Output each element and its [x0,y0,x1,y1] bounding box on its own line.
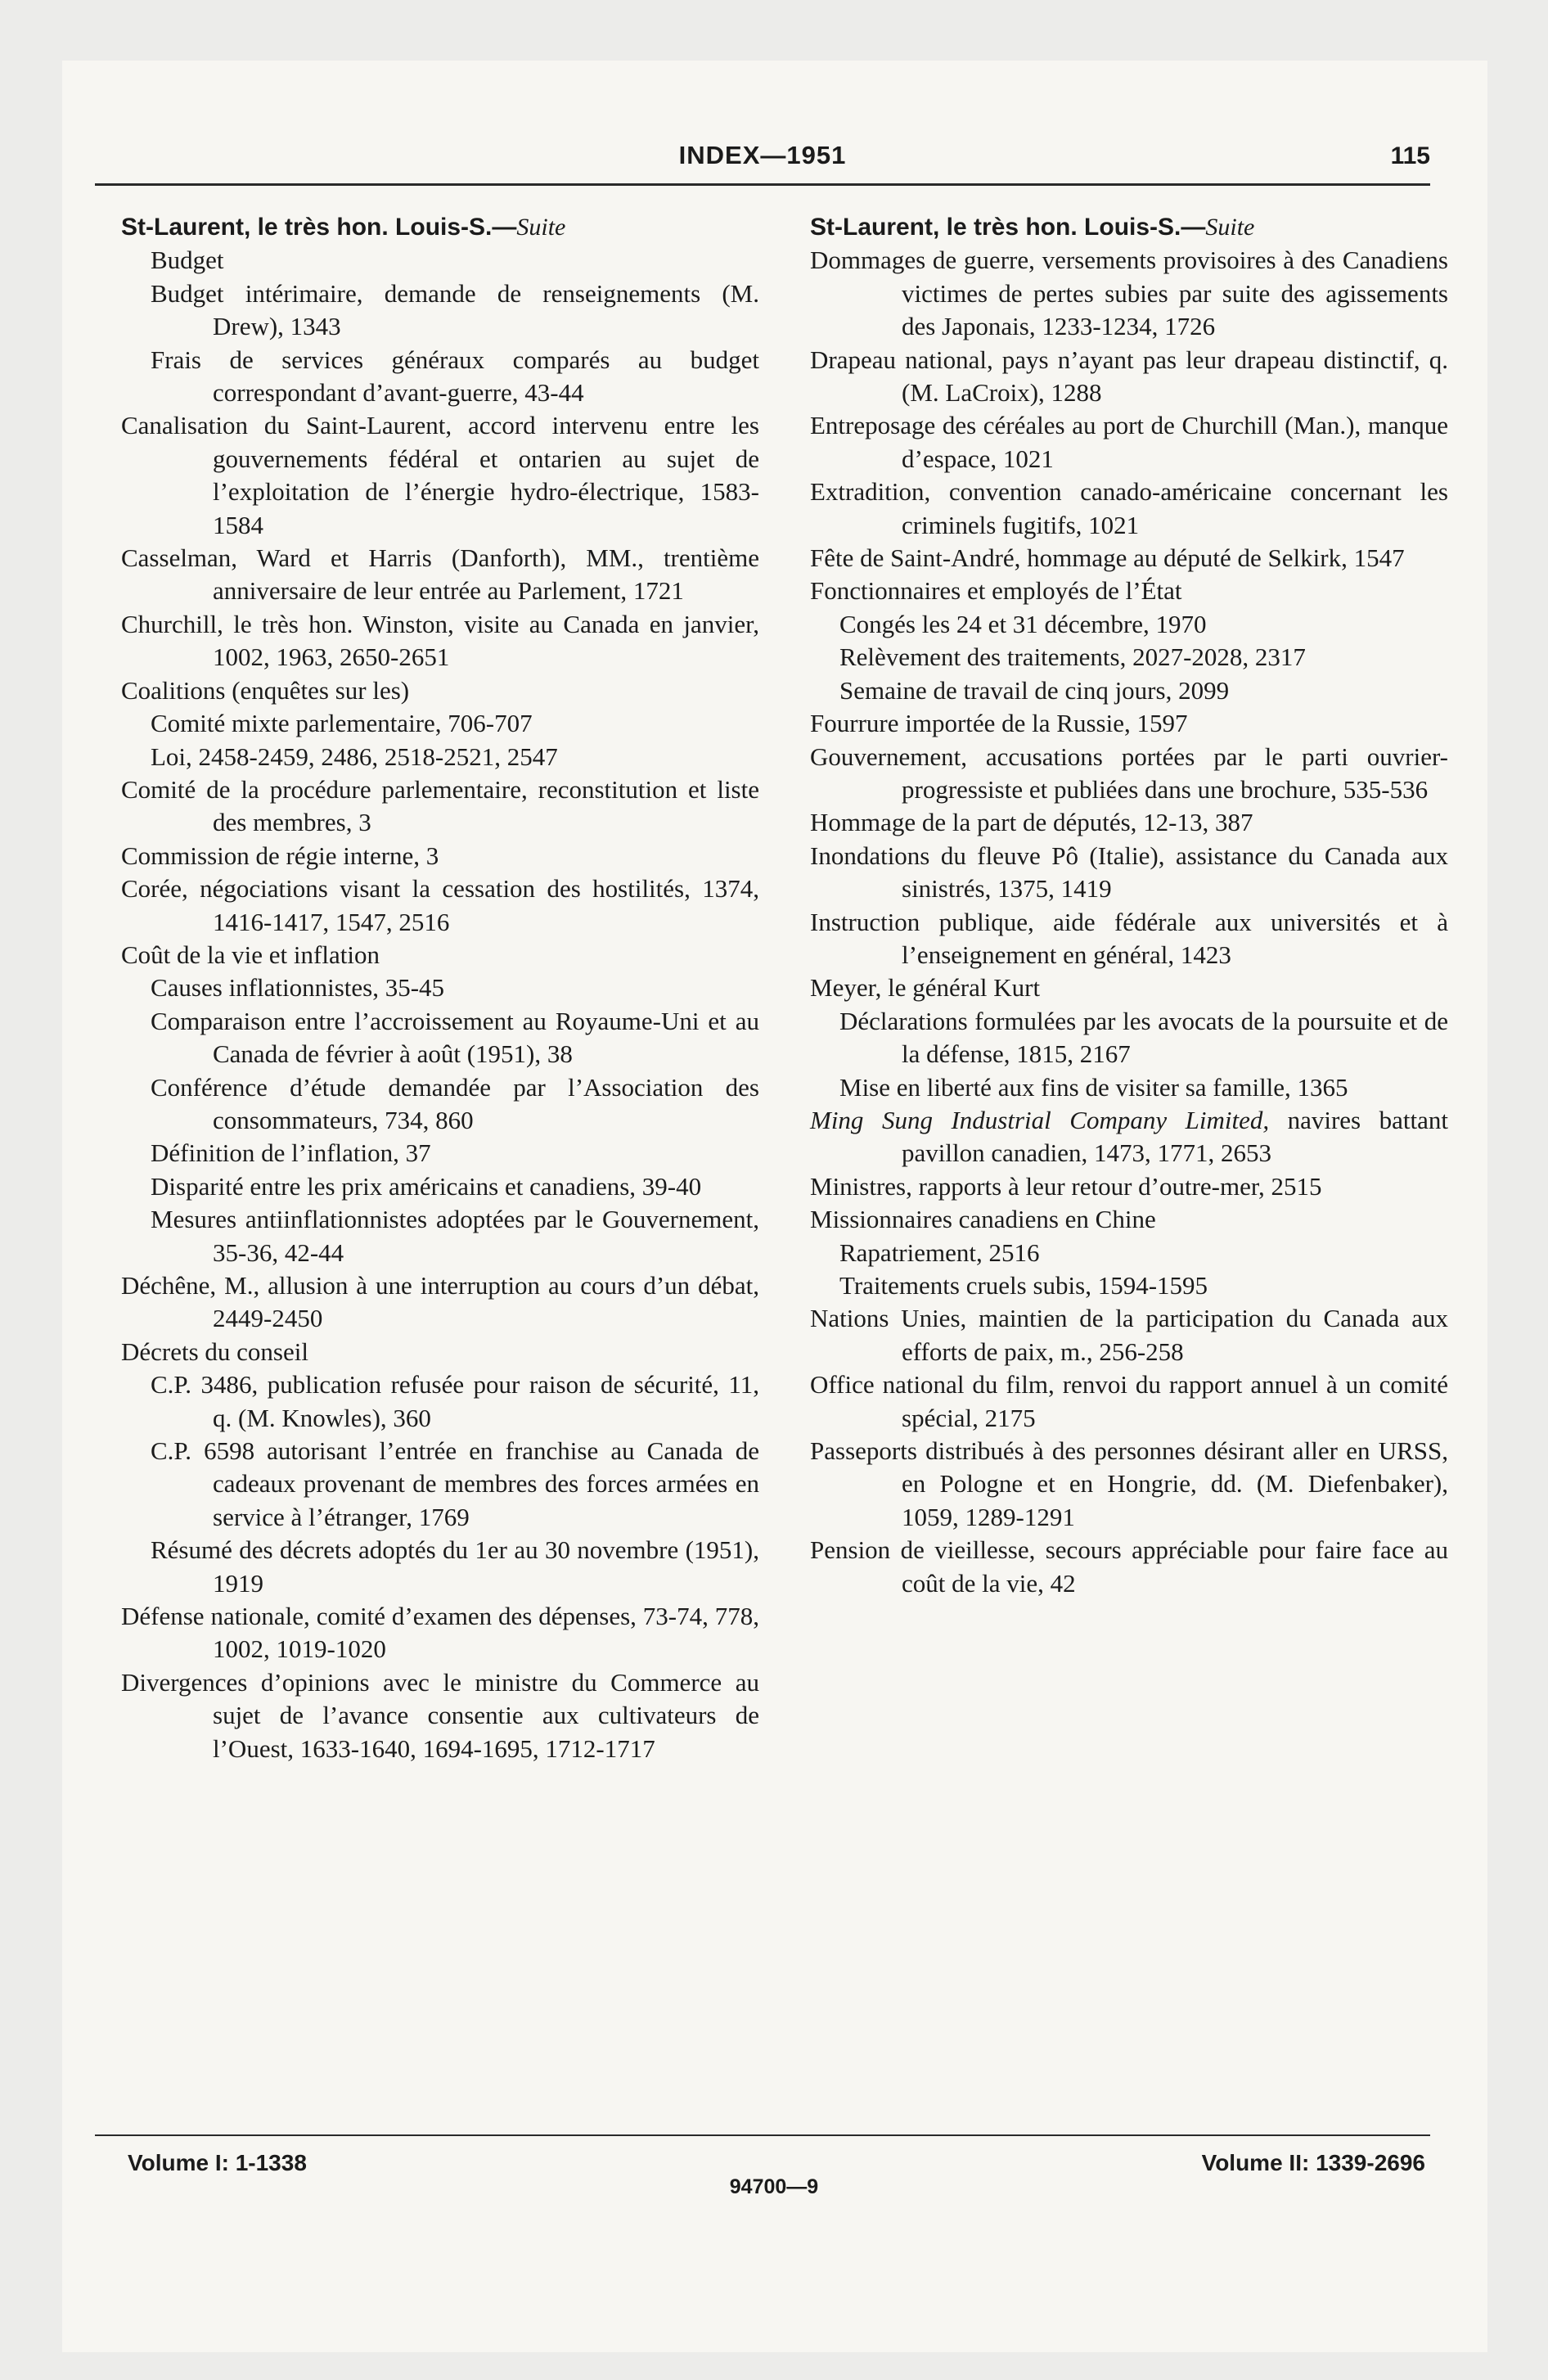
index-entry: Budget intérimaire, demande de renseignements (M. Drew), 1343 [151,278,759,341]
index-entry: Fête de Saint-André, hommage au député de Selkirk, 1547 [810,543,1405,573]
page-number: 115 [1390,142,1430,169]
index-entry: Hommage de la part de députés, 12-13, 387 [810,808,1253,837]
index-entry: Budget [151,246,224,275]
index-entry: Gouvernement, accusations portées par le parti ouvrier-progressiste et publiées dans une brochure, 535-536 [810,741,1448,804]
index-entry: Mesures antiinflationnistes adoptées par le Gouvernement, 35-36, 42-44 [151,1205,759,1267]
index-entry: Drapeau national, pays n’ayant pas leur drapeau distinctif, q. (M. LaCroix), 1288 [810,345,1448,408]
right-column [810,211,1448,1600]
index-entry: Comité mixte parlementaire, 706-707 [151,709,533,738]
index-entry: Loi, 2458-2459, 2486, 2518-2521, 2547 [151,741,558,771]
column-heading: St-Laurent, le très hon. Louis-S.—Suite [810,214,1255,241]
index-entry: Ming Sung Industrial Company Limited, navires battant pavillon canadien, 1473, 1771, 2653 [810,1105,1448,1168]
index-entry: Inondations du fleuve Pô (Italie), assistance du Canada aux sinistrés, 1375, 1419 [810,841,1448,904]
index-entry: Divergences d’opinions avec le ministre du Commerce au sujet de l’avance consentie aux cultivateurs de l’Ouest, 1633-1640, 1694-1695, 1712-1717 [121,1667,759,1763]
index-entry: Comparaison entre l’accroissement au Royaume-Uni et au Canada de février à août (1951), 38 [151,1006,759,1069]
volume-one-range: Volume I: 1-1338 [128,2150,307,2175]
index-entry: Coût de la vie et inflation [121,940,380,969]
volume-two-range: Volume II: 1339-2696 [1201,2150,1425,2175]
index-entry: C.P. 6598 autorisant l’entrée en franchise au Canada de cadeaux provenant de membres des forces armées en service à l’étranger, 1769 [151,1436,759,1531]
index-entry: Extradition, convention canado-américaine concernant les criminels fugitifs, 1021 [810,477,1448,539]
index-entry: Frais de services généraux comparés au budget correspondant d’avant-guerre, 43-44 [151,345,759,408]
footer-rule [95,2134,1430,2136]
index-entry: Déclarations formulées par les avocats de la poursuite et de la défense, 1815, 2167 [839,1006,1448,1069]
index-entry: Commission de régie interne, 3 [121,841,439,870]
index-entry: Causes inflationnistes, 35-45 [151,973,445,1003]
index-entry: Office national du film, renvoi du rapport annuel à un comité spécial, 2175 [810,1370,1448,1432]
index-entry: Conférence d’étude demandée par l’Association des consommateurs, 734, 860 [151,1072,759,1134]
index-entry: Rapatriement, 2516 [839,1237,1040,1267]
index-entry: Missionnaires canadiens en Chine [810,1205,1156,1234]
index-entry: Churchill, le très hon. Winston, visite au Canada en janvier, 1002, 1963, 2650-2651 [121,609,759,672]
index-entry: Traitements cruels subis, 1594-1595 [839,1271,1208,1300]
index-entry: Mise en liberté aux fins de visiter sa famille, 1365 [839,1072,1348,1102]
running-title: INDEX—1951 [678,141,847,169]
index-entry: Canalisation du Saint-Laurent, accord intervenu entre les gouvernements fédéral et ontarien au sujet de l’exploitation de l’énergie hydro-électrique, 1583-1584 [121,411,759,539]
index-entry: Comité de la procédure parlementaire, reconstitution et liste des membres, 3 [121,774,759,837]
index-entry: Pension de vieillesse, secours appréciable pour faire face au coût de la vie, 42 [810,1535,1448,1598]
index-entry: Définition de l’inflation, 37 [151,1138,431,1168]
index-entry: Passeports distribués à des personnes désirant aller en URSS, en Pologne et en Hongrie, dd. (M. Diefenbaker), 1059, 1289-1291 [810,1436,1448,1531]
index-entry: Fonctionnaires et employés de l’État [810,576,1182,606]
index-entry: Décrets du conseil [121,1336,308,1366]
index-entry: C.P. 3486, publication refusée pour raison de sécurité, 11, q. (M. Knowles), 360 [151,1370,759,1432]
left-column [121,211,759,1765]
index-entry: Relèvement des traitements, 2027-2028, 2317 [839,642,1306,672]
index-entry: Semaine de travail de cinq jours, 2099 [839,675,1230,705]
print-code: 94700—9 [729,2175,819,2198]
column-heading: St-Laurent, le très hon. Louis-S.—Suite [121,214,566,241]
page-header [95,141,1430,182]
index-entry: Instruction publique, aide fédérale aux universités et à l’enseignement en général, 1423 [810,907,1448,969]
header-rule [95,183,1430,186]
index-entry: Nations Unies, maintien de la participation du Canada aux efforts de paix, m., 256-258 [810,1304,1448,1366]
index-entry: Défense nationale, comité d’examen des dépenses, 73-74, 778, 1002, 1019-1020 [121,1602,759,1664]
index-entry: Fourrure importée de la Russie, 1597 [810,709,1188,738]
index-entry: Résumé des décrets adoptés du 1er au 30 novembre (1951), 1919 [151,1535,759,1598]
index-entry: Casselman, Ward et Harris (Danforth), MM., trentième anniversaire de leur entrée au Parlement, 1721 [121,543,759,606]
index-entry: Disparité entre les prix américains et canadiens, 39-40 [151,1171,702,1201]
index-entry: Entreposage des céréales au port de Churchill (Man.), manque d’espace, 1021 [810,411,1448,473]
index-entry: Coalitions (enquêtes sur les) [121,675,410,705]
index-entry: Congés les 24 et 31 décembre, 1970 [839,609,1207,638]
index-entry: Ministres, rapports à leur retour d’outre-mer, 2515 [810,1171,1322,1201]
index-entry: Déchêne, M., allusion à une interruption au cours d’un débat, 2449-2450 [121,1271,759,1333]
index-entry: Dommages de guerre, versements provisoires à des Canadiens victimes de pertes subies par suite des agissements des Japonais, 1233-1234, 1726 [810,246,1448,341]
index-entry: Corée, négociations visant la cessation des hostilités, 1374, 1416-1417, 1547, 2516 [121,874,759,936]
index-entry: Meyer, le général Kurt [810,973,1041,1003]
